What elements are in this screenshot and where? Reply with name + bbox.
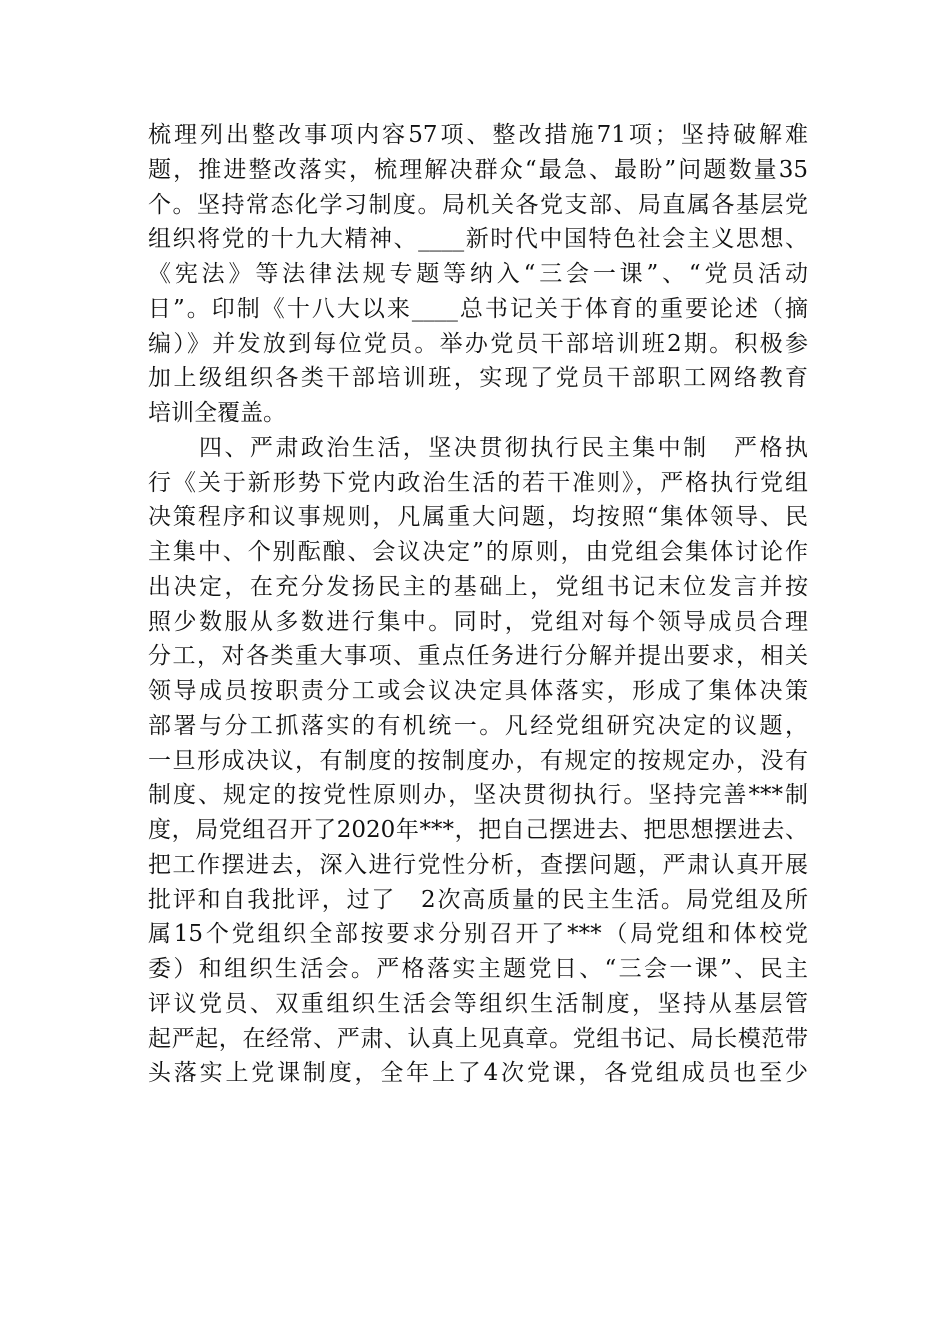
text-line: 委）和组织生活会。严格落实主题党日、“三会一课”、民主 (148, 956, 808, 982)
text-line: 分工，对各类重大事项、重点任务进行分解并提出要求，相关 (148, 643, 808, 670)
text-line: 主集中、个别酝酿、会议决定”的原则，由党组会集体讨论作 (148, 539, 808, 565)
text-line: 加上级组织各类干部培训班，实现了党员干部职工网络教育 (148, 365, 808, 392)
text-line: 一旦形成决议，有制度的按制度办，有规定的按规定办，没有 (148, 747, 808, 774)
text-line: 个。坚持常态化学习制度。局机关各党支部、局直属各基层党 (148, 191, 808, 218)
text-line: 照少数服从多数进行集中。同时，党组对每个领导成员合理 (148, 608, 808, 635)
text-line: 决策程序和议事规则，凡属重大问题，均按照“集体领导、民 (148, 504, 808, 531)
text-line: 把工作摆进去，深入进行党性分析，查摆问题，严肃认真开展 (148, 851, 808, 878)
text-line: 编）》并发放到每位党员。举办党员干部培训班2期。积极参 (148, 330, 808, 357)
text-line: 行《关于新形势下党内政治生活的若干准则》，严格执行党组 (148, 469, 808, 496)
text-line: 组织将党的十九大精神、____新时代中国特色社会主义思想、 (148, 226, 808, 253)
text-line: 题，推进整改落实，梳理解决群众“最急、最盼”问题数量35 (148, 156, 808, 183)
text-line: 度，局党组召开了2020年***，把自己摆进去、把思想摆进去、 (148, 817, 808, 843)
text-line: 制度、规定的按党性原则办，坚决贯彻执行。坚持完善***制 (148, 782, 808, 809)
text-line: 领导成员按职责分工或会议决定具体落实，形成了集体决策 (148, 678, 808, 704)
section-heading-line: 四、严肃政治生活，坚决贯彻执行民主集中制 严格执 (148, 434, 808, 461)
text-line: 头落实上党课制度，全年上了4次党课，各党组成员也至少 (148, 1060, 808, 1087)
text-line: 日”。印制《十八大以来____总书记关于体育的重要论述（摘 (148, 295, 808, 322)
body-text (148, 118, 808, 1091)
text-line: 《宪法》等法律法规专题等纳入“三会一课”、“党员活动 (148, 261, 808, 287)
text-line: 属15个党组织全部按要求分别召开了***（局党组和体校党 (148, 921, 808, 948)
paragraph-end-line: 培训全覆盖。 (148, 400, 286, 426)
text-line: 起严起，在经常、严肃、认真上见真章。党组书记、局长模范带 (148, 1025, 808, 1052)
text-line: 评议党员、双重组织生活会等组织生活制度，坚持从基层管 (148, 990, 808, 1017)
text-line: 批评和自我批评，过了 2次高质量的民主生活。局党组及所 (148, 886, 808, 913)
text-line: 部署与分工抓落实的有机统一。凡经党组研究决定的议题， (148, 712, 808, 739)
text-line: 出决定，在充分发扬民主的基础上，党组书记末位发言并按 (148, 573, 808, 600)
text-line: 梳理列出整改事项内容57项、整改措施71项；坚持破解难 (148, 122, 808, 148)
